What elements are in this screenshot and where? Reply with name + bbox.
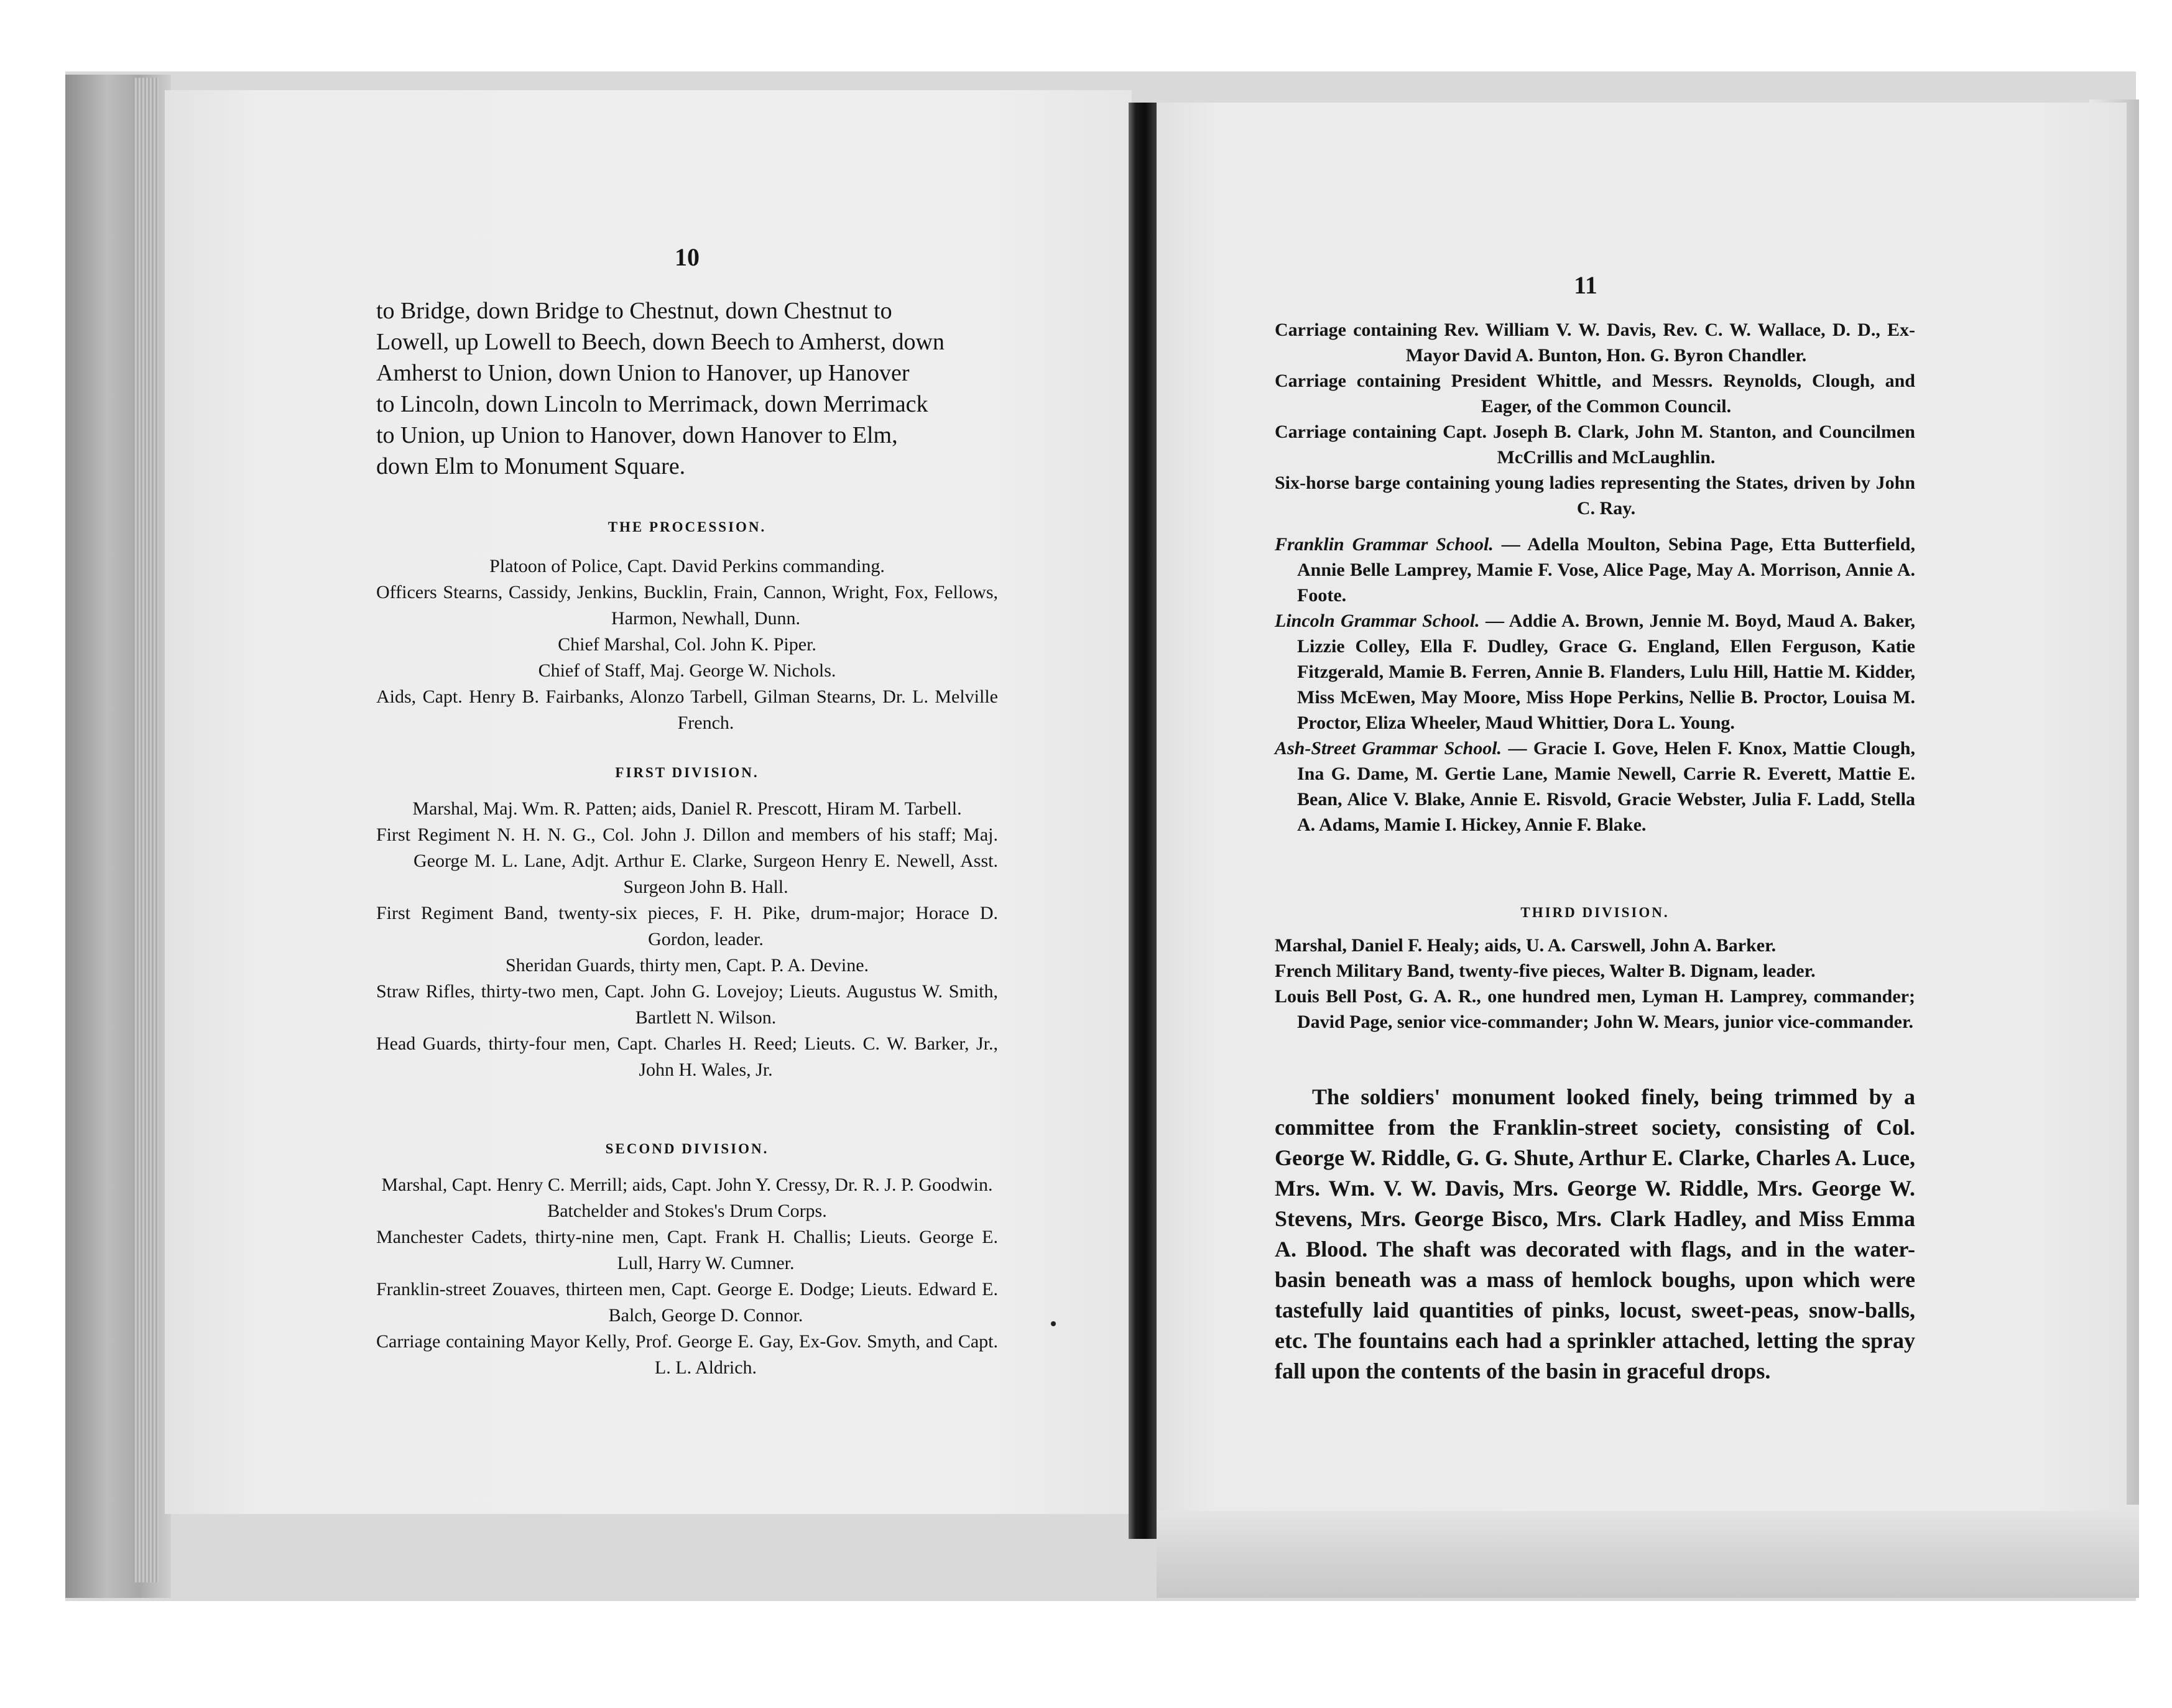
carriage-entry: Six-horse barge containing young ladies representing the States, driven by John C. Ray. [1275, 473, 1915, 519]
school-entry [1275, 608, 1915, 736]
procession-entry: Aids, Capt. Henry B. Fairbanks, Alonzo Tarbell, Gilman Stearns, Dr. L. Melville French. [376, 686, 998, 733]
procession-entry: Chief of Staff, Maj. George W. Nichols. [538, 660, 836, 681]
page-edges-left [134, 78, 159, 1582]
third-division-list [1275, 933, 1915, 1035]
carriage-entry: Carriage containing Capt. Joseph B. Clark, John M. Stanton, and Councilmen McCrillis and McLaughlin. [1275, 422, 1915, 468]
division-entry: Louis Bell Post, G. A. R., one hundred men, Lyman H. Lamprey, commander; David Page, senior vice-commander; John W. Mears, junior vice-commander. [1275, 986, 1915, 1032]
left-page-number: 10 [675, 243, 700, 271]
route-line: to Lincoln, down Lincoln to Merrimack, down Merrimack [376, 391, 928, 417]
school-students: — Addie A. Brown, Jennie M. Boyd, Maud A. Baker, Lizzie Colley, Ella F. Dudley, Grace G. England, Ellen Ferguson, Katie Fitzgerald, Mamie B. Ferren, Annie B. Flanders, Lulu Hill, Hattie M. Kidder, Miss McEwen, May Moore, Miss Hope Perkins, Nellie B. Proctor, Louisa M. Proctor, Eliza Wheeler, Maud Whittier, Dora L. Young. [1297, 611, 1915, 733]
procession-list [376, 553, 998, 736]
division-entry: Marshal, Capt. Henry C. Merrill; aids, Capt. John Y. Cressy, Dr. R. J. P. Goodwin. [381, 1175, 993, 1195]
book-bottom-edge [1157, 1505, 2139, 1598]
division-entry: French Military Band, twenty-five pieces, Walter B. Dignam, leader. [1275, 961, 1816, 981]
procession-heading: THE PROCESSION. [608, 519, 767, 535]
closing-paragraph: The soldiers' monument looked finely, being trimmed by a committee from the Franklin-street society, consisting of Col. George W. Riddle, G. G. Shute, Arthur E. Clarke, Charles A. Luce, Mrs. Wm. V. W. Davis, Mrs. George W. Riddle, Mrs. George W. Stevens, Mrs. George Bisco, Mrs. Clark Hadley, and Miss Emma A. Blood. The shaft was decorated with flags, and in the water-basin beneath was a mass of hemlock boughs, upon which were tastefully laid quantities of pinks, locust, sweet-peas, snow-balls, etc. The fountains each had a sprinkler attached, letting the spray fall upon the contents of the basin in graceful drops. [1275, 1084, 1915, 1383]
ink-speck [1051, 1321, 1056, 1326]
school-students: — Adella Moulton, Sebina Page, Etta Butterfield, Annie Belle Lamprey, Mamie F. Vose, Alice Page, May A. Morrison, Annie A. Foote. [1297, 534, 1915, 606]
third-division-heading: THIRD DIVISION. [1520, 905, 1670, 920]
division-entry: Head Guards, thirty-four men, Capt. Charles H. Reed; Lieuts. C. W. Barker, Jr., John H. Wales, Jr. [376, 1033, 998, 1080]
first-division-heading: FIRST DIVISION. [615, 765, 759, 780]
route-line: Lowell, up Lowell to Beech, down Beech to Amherst, down [376, 329, 945, 355]
carriages-list [1275, 317, 1915, 521]
route-line: to Union, up Union to Hanover, down Hanover to Elm, [376, 422, 898, 448]
division-entry: Marshal, Daniel F. Healy; aids, U. A. Carswell, John A. Barker. [1275, 935, 1777, 956]
route-paragraph [376, 295, 998, 482]
schools-list [1275, 532, 1915, 838]
division-entry: First Regiment N. H. N. G., Col. John J. Dillon and members of his staff; Maj. George M. L. Lane, Adjt. Arthur E. Clarke, Surgeon Henry E. Newell, Asst. Surgeon John B. Hall. [376, 824, 998, 897]
school-entry [1275, 532, 1915, 608]
school-name: Franklin Grammar School. [1275, 534, 1494, 555]
procession-entry: Officers Stearns, Cassidy, Jenkins, Bucklin, Frain, Cannon, Wright, Fox, Fellows, Harmon, Newhall, Dunn. [376, 582, 998, 629]
right-page-number: 11 [1574, 271, 1597, 299]
school-name: Ash-Street Grammar School. [1275, 738, 1502, 759]
division-entry: First Regiment Band, twenty-six pieces, F. H. Pike, drum-major; Horace D. Gordon, leader. [376, 903, 998, 949]
division-entry: Straw Rifles, thirty-two men, Capt. John G. Lovejoy; Lieuts. Augustus W. Smith, Bartlett N. Wilson. [376, 981, 998, 1028]
school-entry [1275, 736, 1915, 838]
school-students: — Gracie I. Gove, Helen F. Knox, Mattie Clough, Ina G. Dame, M. Gertie Lane, Mamie Newell, Carrie R. Everett, Mattie E. Bean, Alice V. Blake, Annie E. Risvold, Gracie Webster, Julia F. Ladd, Stella A. Adams, Mamie I. Hickey, Annie F. Blake. [1297, 738, 1915, 835]
route-line: down Elm to Monument Square. [376, 453, 686, 479]
division-entry: Sheridan Guards, thirty men, Capt. P. A. Devine. [505, 955, 869, 976]
book-spine [1129, 103, 1157, 1539]
carriage-entry: Carriage containing Rev. William V. W. Davis, Rev. C. W. Wallace, D. D., Ex-Mayor David A. Bunton, Hon. G. Byron Chandler. [1275, 320, 1915, 366]
route-line: to Bridge, down Bridge to Chestnut, down Chestnut to [376, 298, 892, 324]
second-division-list [376, 1172, 998, 1381]
carriage-entry: Carriage containing President Whittle, and Messrs. Reynolds, Clough, and Eager, of the Common Council. [1275, 371, 1915, 417]
right-page [1157, 103, 2127, 1511]
division-entry: Manchester Cadets, thirty-nine men, Capt. Frank H. Challis; Lieuts. George E. Lull, Harry W. Cumner. [376, 1227, 998, 1273]
division-entry: Carriage containing Mayor Kelly, Prof. George E. Gay, Ex-Gov. Smyth, and Capt. L. L. Aldrich. [376, 1331, 998, 1378]
school-name: Lincoln Grammar School. [1275, 611, 1480, 631]
division-entry: Marshal, Maj. Wm. R. Patten; aids, Daniel R. Prescott, Hiram M. Tarbell. [412, 798, 962, 819]
division-entry: Batchelder and Stokes's Drum Corps. [547, 1201, 827, 1221]
first-division-list [376, 796, 998, 1083]
procession-entry: Platoon of Police, Capt. David Perkins commanding. [489, 556, 885, 576]
second-division-heading: SECOND DIVISION. [605, 1141, 769, 1156]
route-line: Amherst to Union, down Union to Hanover, up Hanover [376, 360, 910, 386]
division-entry: Franklin-street Zouaves, thirteen men, Capt. George E. Dodge; Lieuts. Edward E. Balch, George D. Connor. [376, 1279, 998, 1326]
left-page [165, 90, 1132, 1514]
procession-entry: Chief Marshal, Col. John K. Piper. [558, 634, 816, 655]
